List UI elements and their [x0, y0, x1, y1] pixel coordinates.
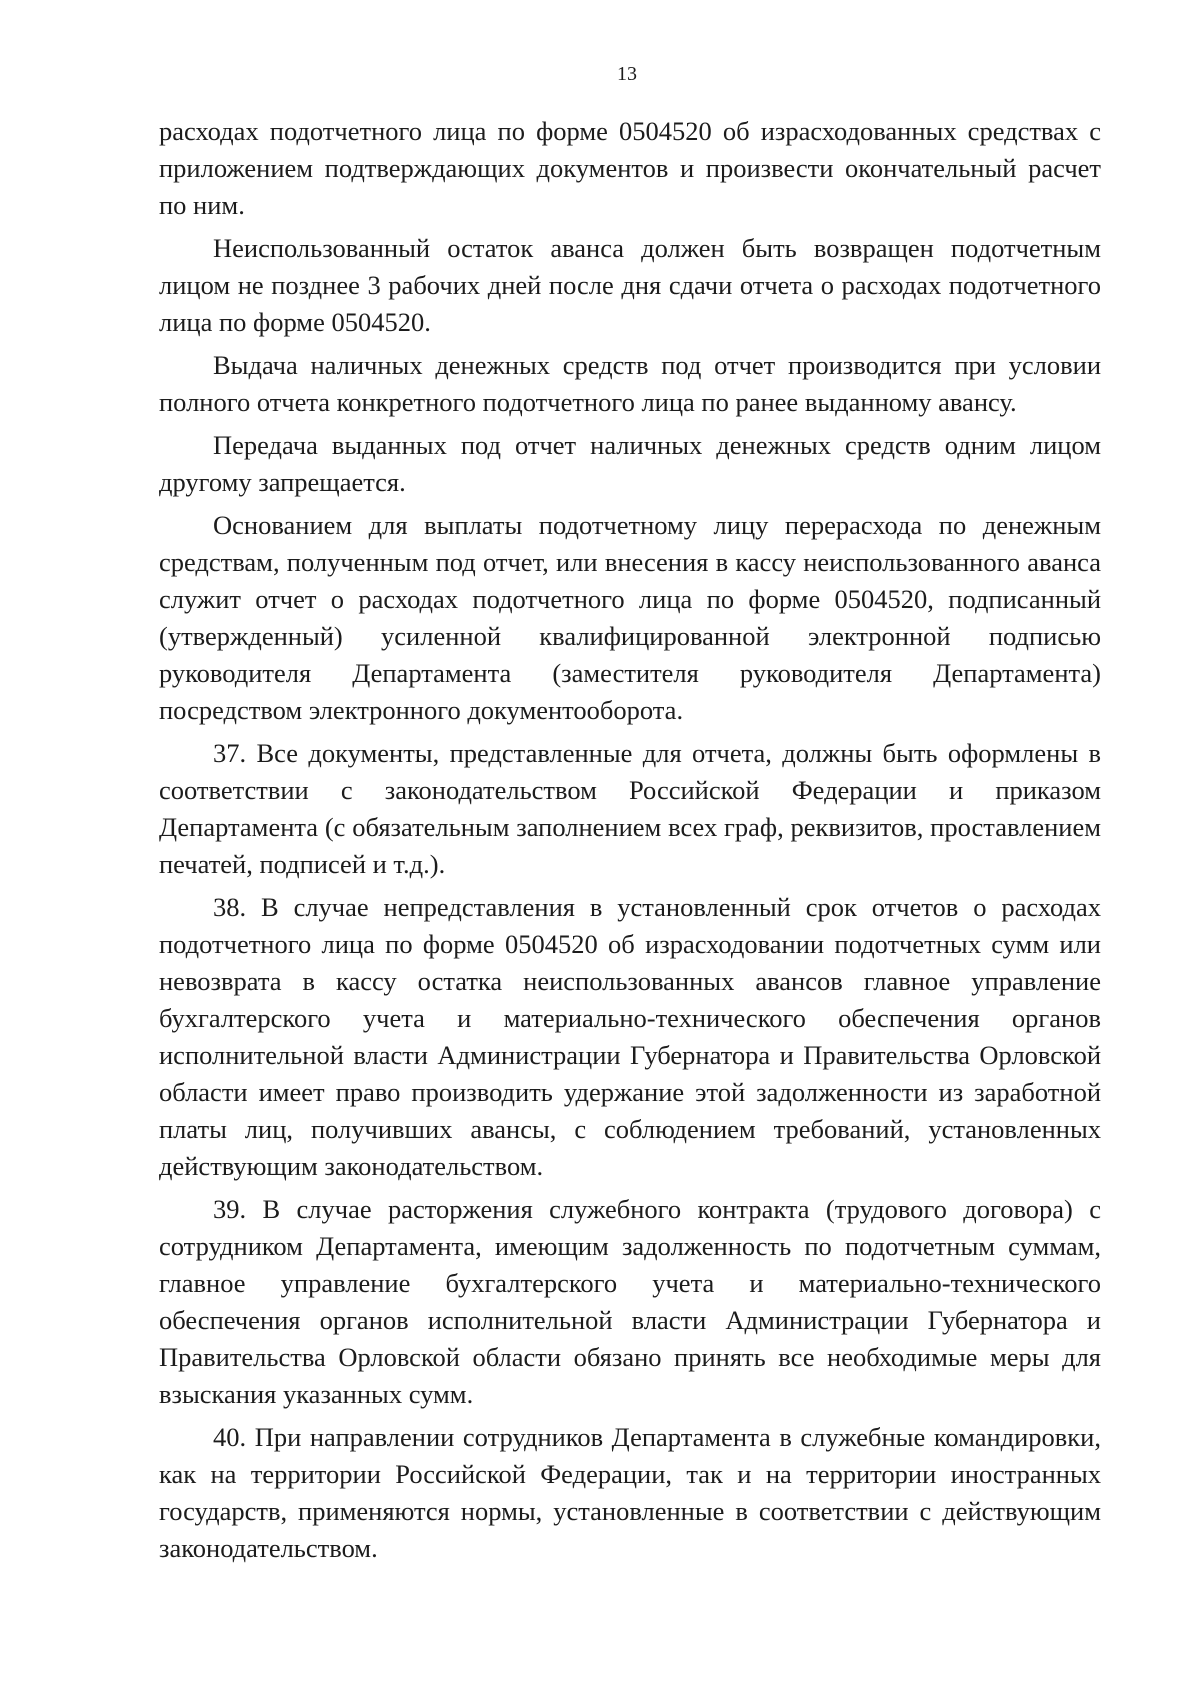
paragraph-advance-return: Неиспользованный остаток аванса должен быть возвращен подотчетным лицом не позднее 3 рабочих дней после дня сдачи отчета о расходах подотчетного лица по форме 0504520. — [159, 233, 1101, 337]
paragraph-38: 38. В случае непредставления в установленный срок отчетов о расходах подотчетного лица по форме 0504520 об израсходовании подотчетных сумм или невозврата в кассу остатка неиспользованных авансов главное управление бухгалтерского учета и материально-технического обеспечения органов исполнительной власти Администрации Губернатора и Правительства Орловской области имеет право производить удержание этой задолженности из заработной платы лиц, получивших авансы, с соблюдением требований, установленных действующим законодательством. — [159, 892, 1101, 1181]
page-number: 13 — [617, 63, 637, 85]
document-body — [159, 113, 1101, 1573]
paragraph-39: 39. В случае расторжения служебного контракта (трудового договора) с сотрудником Департамента, имеющим задолженность по подотчетным суммам, главное управление бухгалтерского учета и материально-технического обеспечения органов исполнительной власти Администрации Губернатора и Правительства Орловской области обязано принять все необходимые меры для взыскания указанных сумм. — [159, 1194, 1101, 1409]
paragraph-40: 40. При направлении сотрудников Департамента в служебные командировки, как на территории Российской Федерации, так и на территории иностранных государств, применяются нормы, установленные в соответствии с действующим законодательством. — [159, 1422, 1101, 1563]
paragraph-continuation: расходах подотчетного лица по форме 0504520 об израсходованных средствах с приложением подтверждающих документов и произвести окончательный расчет по ним. — [159, 116, 1101, 220]
paragraph-transfer-prohibited: Передача выданных под отчет наличных денежных средств одним лицом другому запрещается. — [159, 430, 1101, 497]
paragraph-overspend-basis: Основанием для выплаты подотчетному лицу перерасхода по денежным средствам, полученным под отчет, или внесения в кассу неиспользованного аванса служит отчет о расходах подотчетного лица по форме 0504520, подписанный (утвержденный) усиленной квалифицированной электронной подписью руководителя Департамента (заместителя руководителя Департамента) посредством электронного документооборота. — [159, 510, 1101, 725]
paragraph-37: 37. Все документы, представленные для отчета, должны быть оформлены в соответствии с законодательством Российской Федерации и приказом Департамента (с обязательным заполнением всех граф, реквизитов, проставлением печатей, подписей и т.д.). — [159, 738, 1101, 879]
paragraph-cash-issue: Выдача наличных денежных средств под отчет производится при условии полного отчета конкретного подотчетного лица по ранее выданному авансу. — [159, 350, 1101, 417]
